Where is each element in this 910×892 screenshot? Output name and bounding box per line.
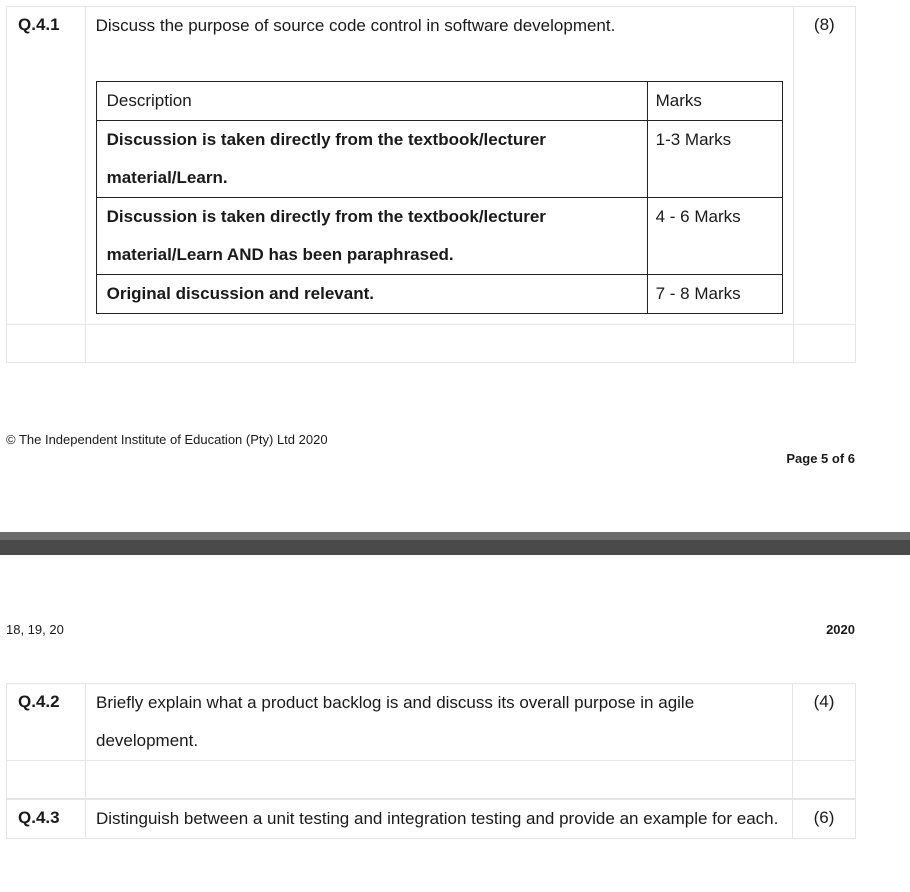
rubric-marks: 1-3 Marks bbox=[647, 121, 782, 198]
spacer-cell bbox=[86, 761, 793, 799]
rubric-row bbox=[96, 275, 782, 314]
question-marks: (8) bbox=[793, 7, 855, 325]
running-header-right: 2020 bbox=[826, 622, 855, 637]
page-number: Page 5 of 6 bbox=[786, 451, 855, 466]
rubric-description: Discussion is taken directly from the textbook/lecturer material/Learn AND has been paraphrased. bbox=[96, 198, 647, 275]
running-header-left: 18, 19, 20 bbox=[6, 622, 64, 637]
question-cell bbox=[85, 7, 793, 325]
rubric-table bbox=[96, 81, 783, 314]
rubric-header-row bbox=[96, 82, 782, 121]
rubric-header-description: Description bbox=[96, 82, 647, 121]
question-text: Discuss the purpose of source code control in software development. bbox=[95, 16, 616, 35]
question-table-q4-2 bbox=[6, 683, 856, 799]
rubric-description: Discussion is taken directly from the textbook/lecturer material/Learn. bbox=[96, 121, 647, 198]
question-marks: (6) bbox=[793, 800, 856, 839]
question-number: Q.4.2 bbox=[7, 684, 86, 761]
question-number: Q.4.3 bbox=[7, 800, 86, 839]
spacer-cell bbox=[7, 761, 86, 799]
question-text: Briefly explain what a product backlog is and discuss its overall purpose in agile development. bbox=[86, 684, 793, 761]
rubric-description: Original discussion and relevant. bbox=[96, 275, 647, 314]
question-table-q4-3 bbox=[6, 799, 856, 839]
page-separator bbox=[0, 532, 910, 555]
rubric-header-marks: Marks bbox=[647, 82, 782, 121]
question-table-q4-1 bbox=[6, 6, 856, 363]
question-number: Q.4.1 bbox=[7, 7, 86, 325]
question-marks: (4) bbox=[793, 684, 856, 761]
rubric-row bbox=[96, 121, 782, 198]
spacer-row bbox=[7, 325, 856, 363]
rubric-row bbox=[96, 198, 782, 275]
spacer-cell bbox=[7, 325, 86, 363]
spacer-row bbox=[7, 761, 856, 799]
spacer-cell bbox=[793, 325, 855, 363]
copyright-footer: © The Independent Institute of Education (Pty) Ltd 2020 bbox=[6, 432, 328, 447]
rubric-marks: 7 - 8 Marks bbox=[647, 275, 782, 314]
spacer-cell bbox=[85, 325, 793, 363]
spacer-cell bbox=[793, 761, 856, 799]
question-text: Distinguish between a unit testing and integration testing and provide an example for each. bbox=[86, 800, 793, 839]
rubric-marks: 4 - 6 Marks bbox=[647, 198, 782, 275]
separator-shade bbox=[0, 532, 910, 540]
